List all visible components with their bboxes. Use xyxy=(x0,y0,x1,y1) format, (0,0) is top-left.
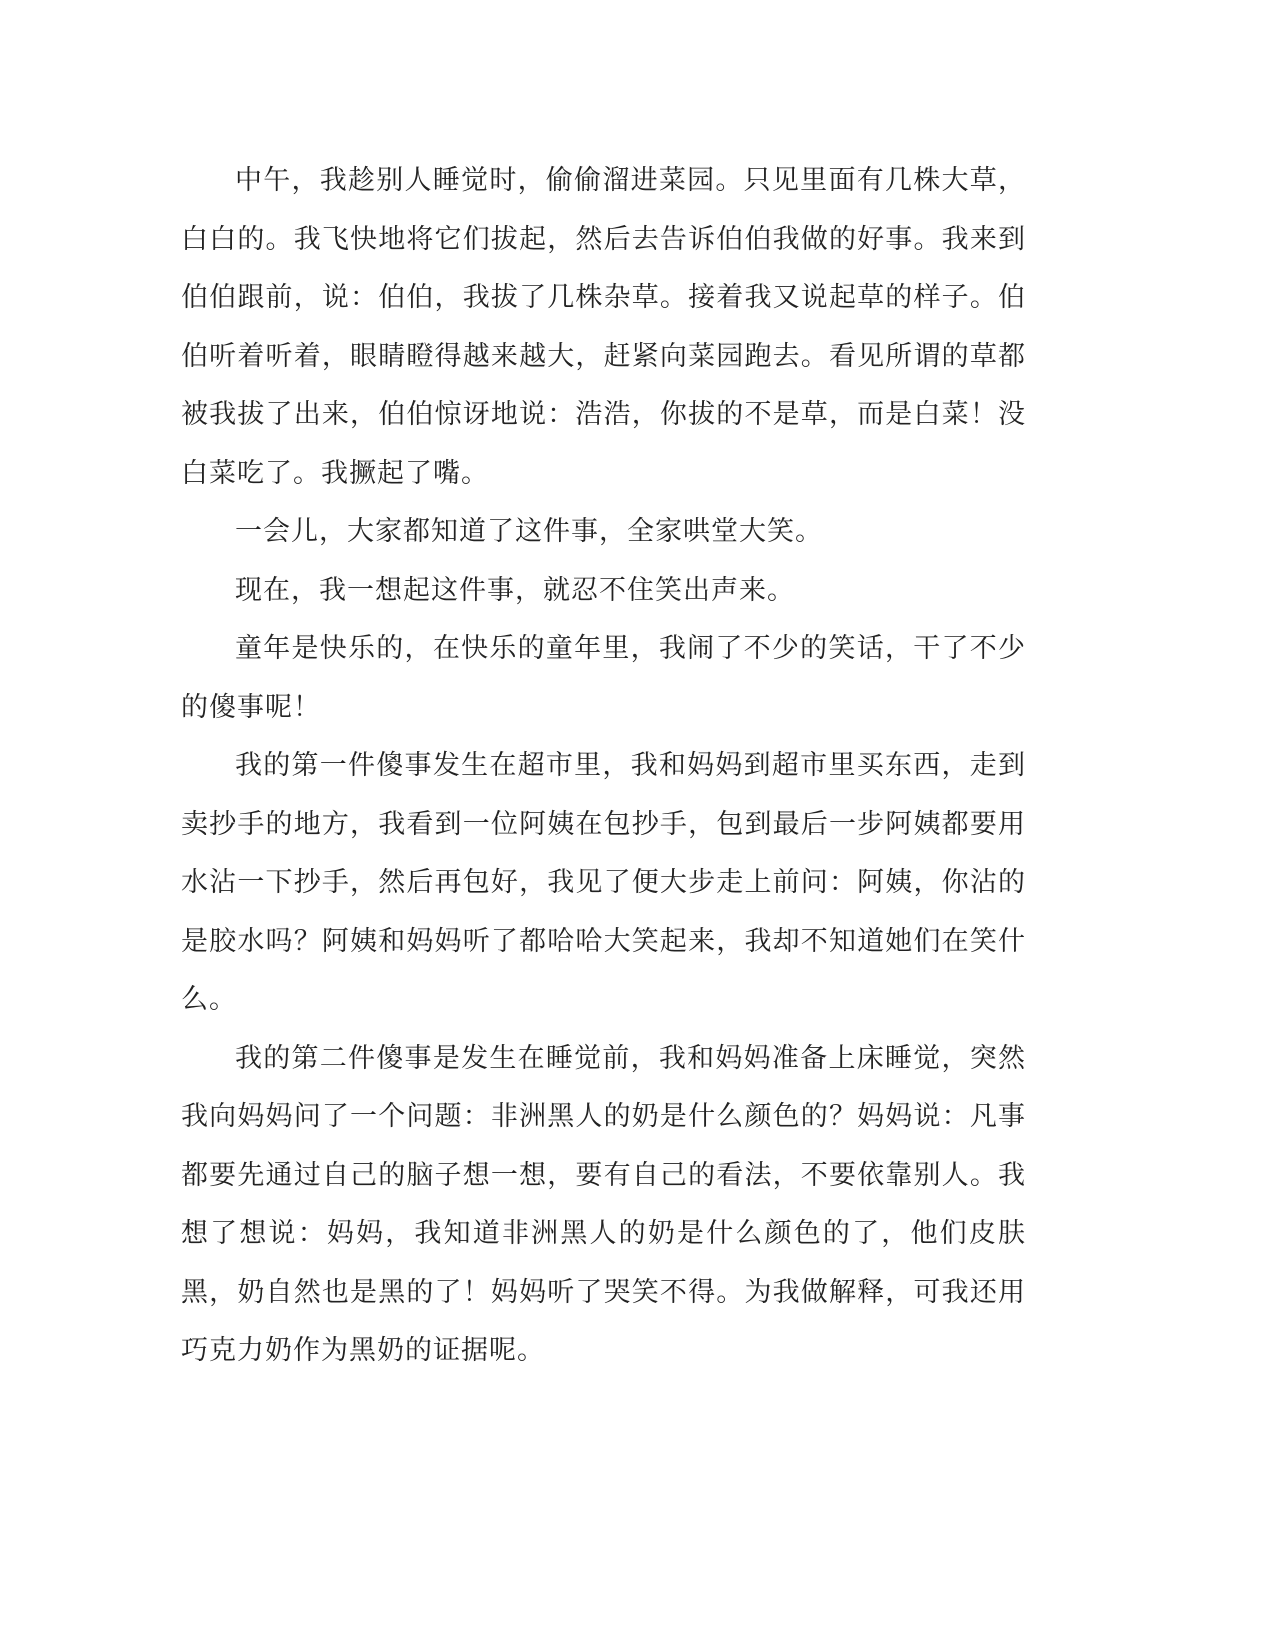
paragraph-6: 我的第二件傻事是发生在睡觉前，我和妈妈准备上床睡觉，突然我向妈妈问了一个问题：非洲黑人的奶是什么颜色的？妈妈说：凡事都要先通过自己的脑子想一想，要有自己的看法，不要依靠别人。我想了想说：妈妈，我知道非洲黑人的奶是什么颜色的了，他们皮肤黑，奶自然也是黑的了！妈妈听了哭笑不得。为我做解释，可我还用巧克力奶作为黑奶的证据呢。 xyxy=(181,1042,1026,1366)
paragraph-1: 中午，我趁别人睡觉时，偷偷溜进菜园。只见里面有几株大草，白白的。我飞快地将它们拔起，然后去告诉伯伯我做的好事。我来到伯伯跟前，说：伯伯，我拔了几株杂草。接着我又说起草的样子。伯伯听着听着，眼睛瞪得越来越大，赶紧向菜园跑去。看见所谓的草都被我拔了出来，伯伯惊讶地说：浩浩，你拔的不是草，而是白菜！没白菜吃了。我撅起了嘴。 xyxy=(181,165,1026,489)
paragraph-5: 我的第一件傻事发生在超市里，我和妈妈到超市里买东西，走到卖抄手的地方，我看到一位阿姨在包抄手，包到最后一步阿姨都要用水沾一下抄手，然后再包好，我见了便大步走上前问：阿姨，你沾的是胶水吗？阿姨和妈妈听了都哈哈大笑起来，我却不知道她们在笑什么。 xyxy=(181,750,1026,1015)
paragraph-2: 一会儿，大家都知道了这件事，全家哄堂大笑。 xyxy=(235,516,823,547)
paragraph-3: 现在，我一想起这件事，就忍不住笑出声来。 xyxy=(235,574,795,606)
document-body xyxy=(181,152,1026,1381)
paragraph-4: 童年是快乐的，在快乐的童年里，我闹了不少的笑话，干了不少的傻事呢！ xyxy=(181,633,1026,723)
